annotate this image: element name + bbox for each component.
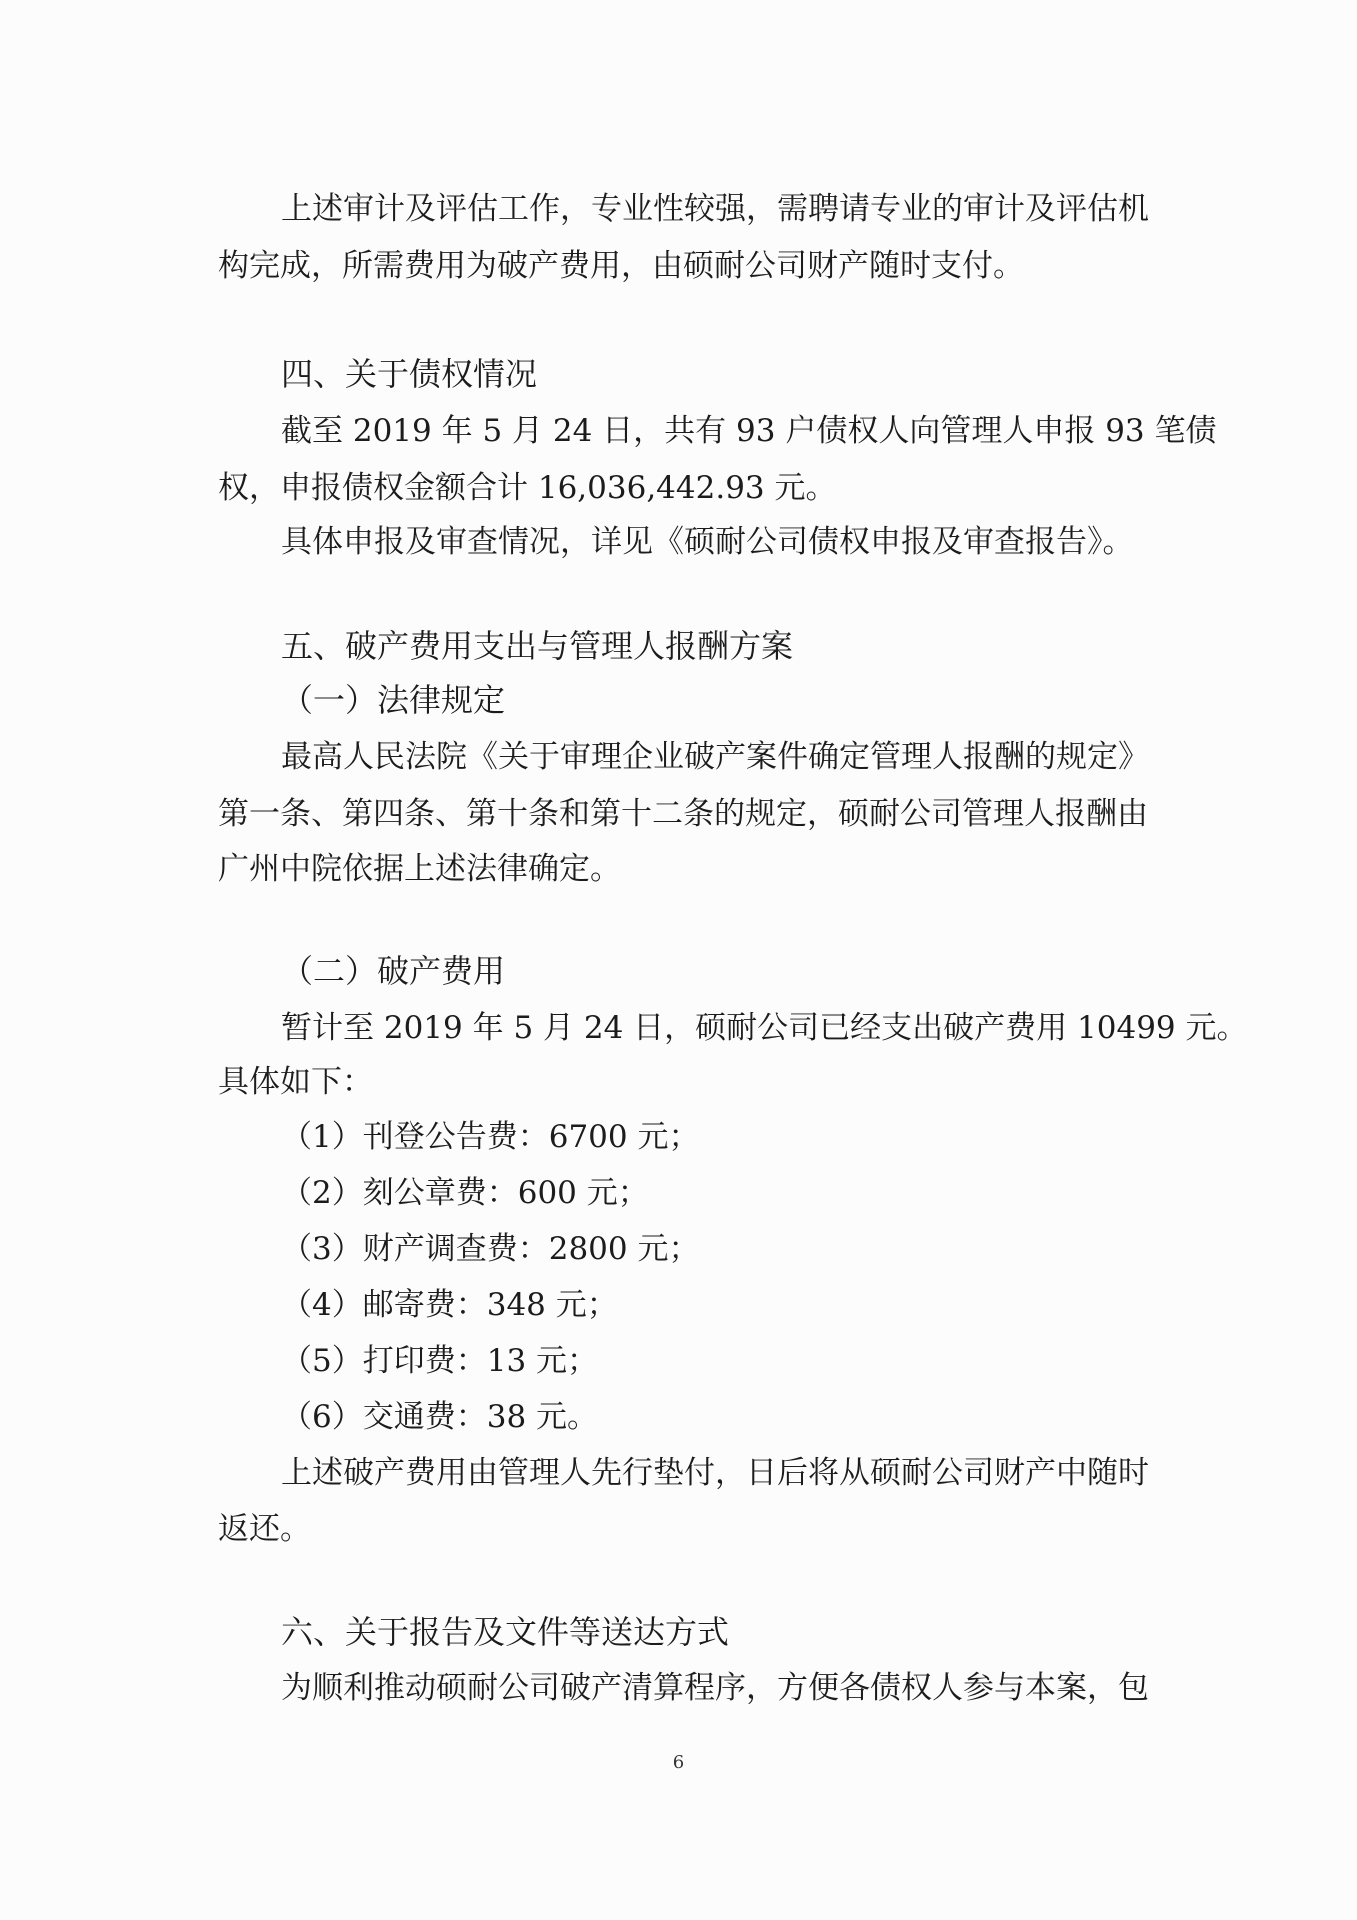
legal-provisions-heading: （一）法律规定	[281, 681, 506, 719]
expense-item: （6）交通费：38 元。	[281, 1399, 599, 1435]
creditor-claims-line-1: 截至 2019 年 5 月 24 日，共有 93 户债权人向管理人申报 93 笔债	[281, 413, 1217, 449]
expense-item: （1）刊登公告费：6700 元；	[281, 1119, 700, 1155]
bankruptcy-expenses-line-1: 暂计至 2019 年 5 月 24 日，硕耐公司已经支出破产费用 10499 元。	[281, 1010, 1248, 1046]
section-6-heading: 六、关于报告及文件等送达方式	[281, 1613, 730, 1651]
bankruptcy-expenses-heading: （二）破产费用	[281, 952, 506, 990]
expense-item: （2）刻公章费：600 元；	[281, 1175, 649, 1211]
expense-repayment-line-2: 返还。	[218, 1511, 311, 1547]
claims-report-reference: 具体申报及审查情况，详见《硕耐公司债权申报及审查报告》。	[281, 524, 1134, 560]
expense-item: （3）财产调查费：2800 元；	[281, 1231, 700, 1267]
service-method-line-1: 为顺利推动硕耐公司破产清算程序，方便各债权人参与本案，包	[281, 1670, 1149, 1706]
audit-paragraph-line-1: 上述审计及评估工作，专业性较强，需聘请专业的审计及评估机	[281, 191, 1149, 227]
legal-provisions-line-3: 广州中院依据上述法律确定。	[218, 851, 621, 887]
bankruptcy-expenses-line-2: 具体如下：	[218, 1064, 373, 1100]
page-number: 6	[672, 1752, 685, 1773]
expense-item: （5）打印费：13 元；	[281, 1343, 599, 1379]
section-5-heading: 五、破产费用支出与管理人报酬方案	[281, 627, 794, 665]
creditor-claims-line-2: 权，申报债权金额合计 16,036,442.93 元。	[218, 470, 837, 506]
legal-provisions-line-2: 第一条、第四条、第十条和第十二条的规定，硕耐公司管理人报酬由	[218, 796, 1148, 832]
expense-repayment-line-1: 上述破产费用由管理人先行垫付，日后将从硕耐公司财产中随时	[281, 1455, 1149, 1491]
legal-provisions-line-1: 最高人民法院《关于审理企业破产案件确定管理人报酬的规定》	[281, 739, 1149, 775]
section-4-heading: 四、关于债权情况	[281, 355, 538, 393]
expense-item: （4）邮寄费：348 元；	[281, 1287, 618, 1323]
audit-paragraph-line-2: 构完成，所需费用为破产费用，由硕耐公司财产随时支付。	[218, 248, 1024, 284]
